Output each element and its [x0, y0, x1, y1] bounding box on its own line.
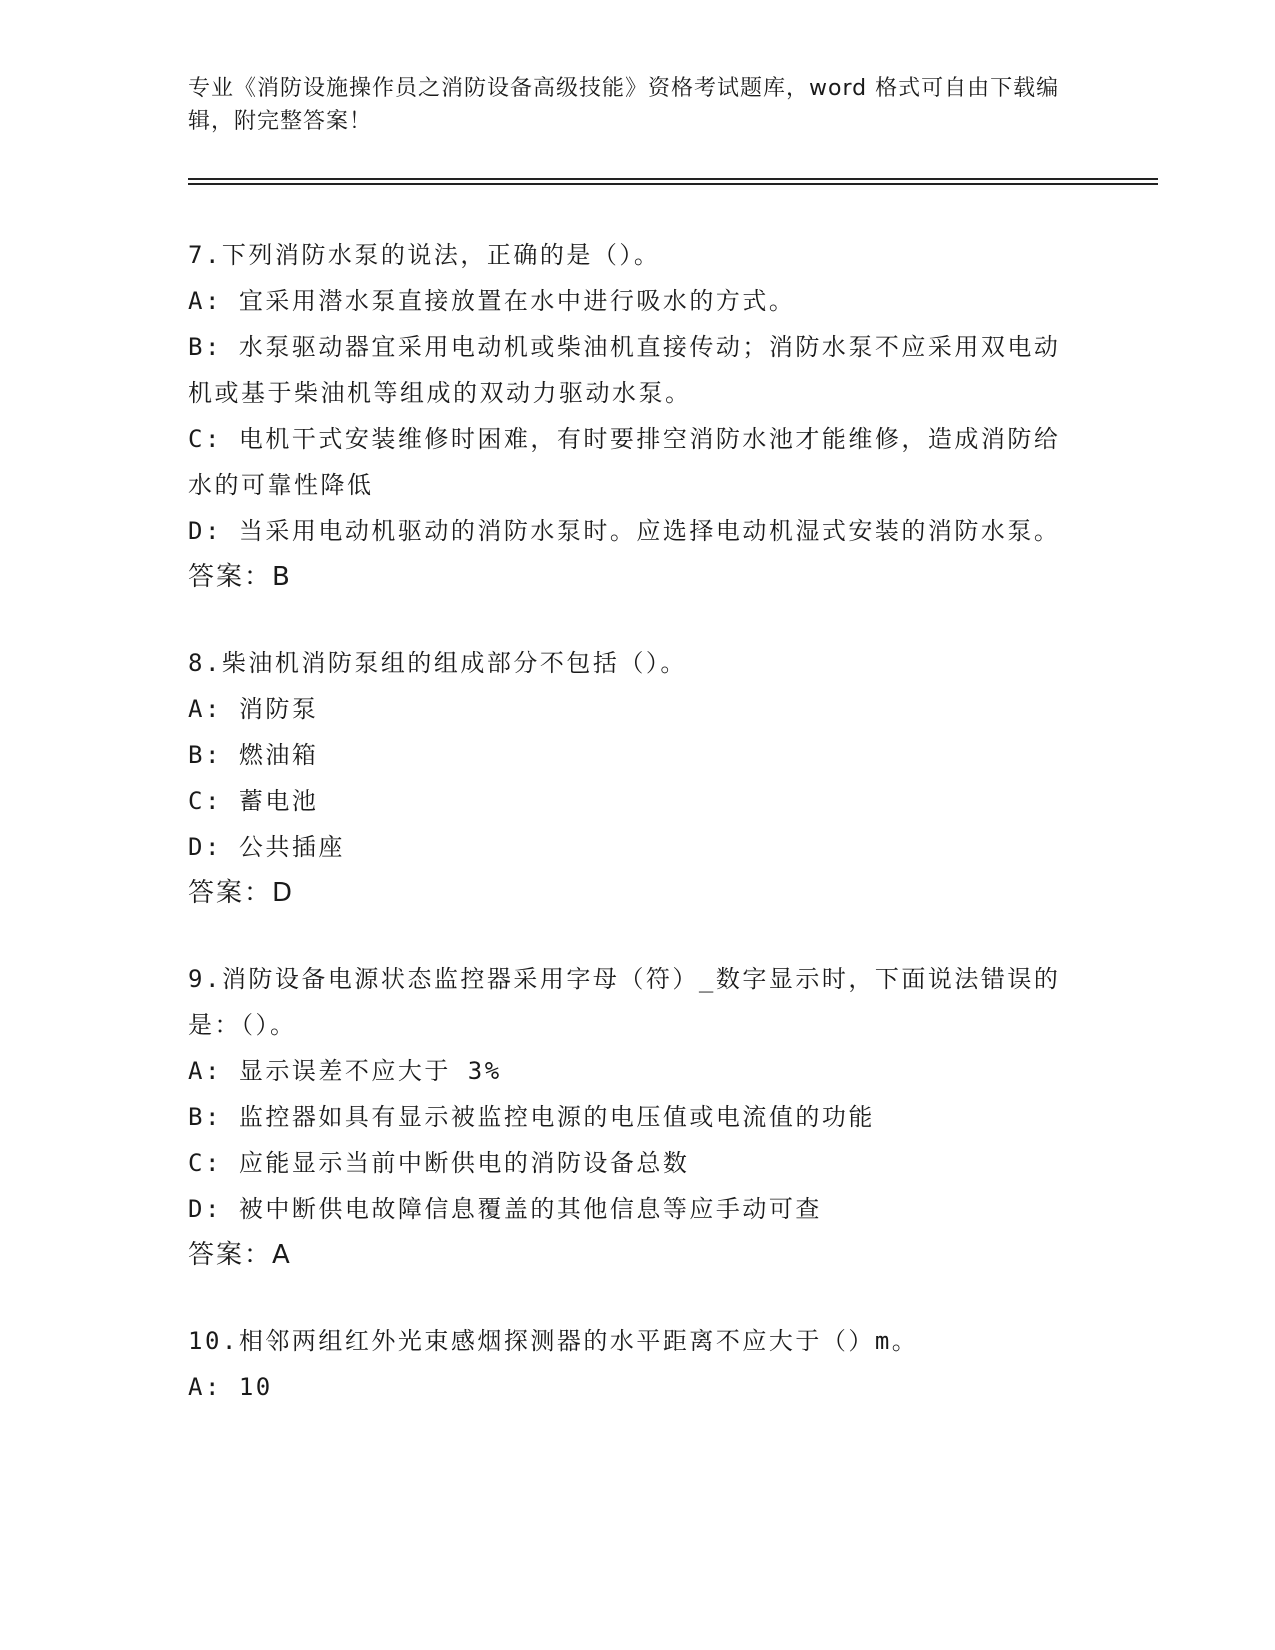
- question-7: [188, 232, 1083, 600]
- document-header: 专业《消防设施操作员之消防设备高级技能》资格考试题库，word 格式可自由下载编辑，附完整答案！: [188, 76, 1060, 134]
- option-a: A: 宜采用潜水泵直接放置在水中进行吸水的方式。: [188, 287, 796, 315]
- option-b: B: 水泵驱动器宜采用电动机或柴油机直接传动；消防水泵不应采用双电动机或基于柴油机等组成的双动力驱动水泵。: [188, 333, 1061, 407]
- question-8: [188, 640, 1083, 916]
- option-a: A: 消防泵: [188, 695, 319, 723]
- answer-value: B: [272, 562, 292, 592]
- answer: [188, 554, 1083, 600]
- question-stem: 7.下列消防水泵的说法，正确的是（）。: [188, 241, 661, 269]
- option-d: D: 被中断供电故障信息覆盖的其他信息等应手动可查: [188, 1195, 822, 1223]
- question-stem: 10.相邻两组红外光束感烟探测器的水平距离不应大于（）m。: [188, 1327, 919, 1355]
- option-a: A: 显示误差不应大于 3%: [188, 1057, 502, 1085]
- answer-value: A: [272, 1240, 292, 1270]
- header-divider-top: [188, 178, 1158, 180]
- option-d: D: 当采用电动机驱动的消防水泵时。应选择电动机湿式安装的消防水泵。: [188, 517, 1061, 545]
- option-b: B: 监控器如具有显示被监控电源的电压值或电流值的功能: [188, 1103, 875, 1131]
- question-10: [188, 1318, 1083, 1410]
- option-c: C: 蓄电池: [188, 787, 319, 815]
- option-c: C: 应能显示当前中断供电的消防设备总数: [188, 1149, 690, 1177]
- answer: [188, 870, 1083, 916]
- header-divider-bottom: [188, 183, 1158, 185]
- option-b: B: 燃油箱: [188, 741, 319, 769]
- answer-label: 答案：: [188, 1240, 273, 1270]
- answer-label: 答案：: [188, 878, 273, 908]
- answer-label: 答案：: [188, 562, 273, 592]
- question-list: [188, 232, 1083, 1450]
- answer-value: D: [272, 878, 295, 908]
- option-c: C: 电机干式安装维修时困难，有时要排空消防水池才能维修，造成消防给水的可靠性降低: [188, 425, 1061, 499]
- question-9: [188, 956, 1083, 1278]
- answer: [188, 1232, 1083, 1278]
- question-stem: 9.消防设备电源状态监控器采用字母（符）_数字显示时，下面说法错误的是：（）。: [188, 965, 1061, 1039]
- option-a: A: 10: [188, 1373, 273, 1401]
- question-stem: 8.柴油机消防泵组的组成部分不包括（）。: [188, 649, 687, 677]
- option-d: D: 公共插座: [188, 833, 345, 861]
